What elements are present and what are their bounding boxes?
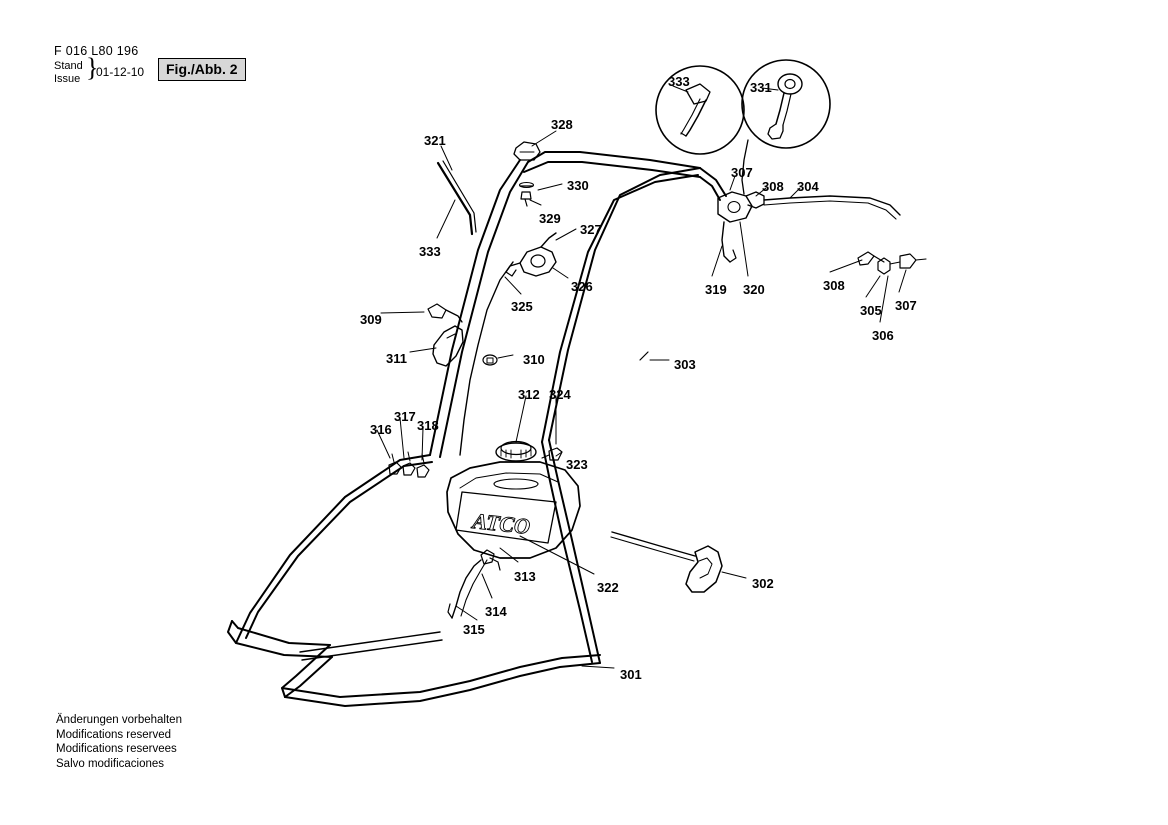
callout-305: 305 (860, 303, 882, 318)
part-code: F 016 L80 196 (54, 44, 139, 58)
callout-321: 321 (424, 133, 446, 148)
issue-date: 01-12-10 (96, 65, 145, 79)
callout-309: 309 (360, 312, 382, 327)
issue-label: Issue (54, 73, 81, 85)
callout-333b: 333 (419, 244, 441, 259)
brace-glyph: } (86, 53, 99, 82)
callout-304: 304 (797, 179, 819, 194)
footer-line-fr: Modifications reservees (56, 743, 177, 755)
callout-333a: 333 (668, 74, 690, 89)
callout-311: 311 (386, 351, 407, 366)
footer-line-de: Änderungen vorbehalten (56, 714, 182, 726)
figure-badge: Fig./Abb. 2 (158, 58, 246, 81)
callout-331: 331 (750, 80, 772, 95)
callout-328: 328 (551, 117, 573, 132)
callout-308a: 308 (762, 179, 784, 194)
footer-line-en: Modifications reserved (56, 728, 172, 741)
callout-317: 317 (394, 409, 416, 424)
callout-314: 314 (485, 604, 507, 619)
footer-disclaimer (56, 713, 182, 771)
callout-301: 301 (620, 667, 642, 682)
callout-318: 318 (417, 418, 439, 433)
callout-320: 320 (743, 282, 765, 297)
stand-label: Stand (54, 60, 83, 72)
callout-326: 326 (571, 279, 593, 294)
callout-330: 330 (567, 178, 589, 193)
callout-312: 312 (518, 387, 540, 402)
callout-319: 319 (705, 282, 727, 297)
footer-line-es: Salvo modificaciones (56, 757, 165, 770)
callout-302: 302 (752, 576, 774, 591)
callout-308b: 308 (823, 278, 845, 293)
callout-329: 329 (539, 211, 561, 226)
callout-327: 327 (580, 222, 602, 237)
callout-307a: 307 (731, 165, 753, 180)
callout-315: 315 (463, 622, 485, 637)
callout-307b: 307 (895, 298, 917, 313)
tank-logo-text: ATCO (471, 508, 532, 539)
callout-303: 303 (674, 357, 696, 372)
callout-323: 323 (566, 457, 588, 472)
callout-324: 324 (549, 387, 571, 402)
callout-316: 316 (370, 422, 392, 437)
callout-325: 325 (511, 299, 533, 314)
callout-322: 322 (597, 580, 619, 595)
callout-310: 310 (523, 352, 545, 367)
callout-313: 313 (514, 569, 536, 584)
callout-306: 306 (872, 328, 894, 343)
